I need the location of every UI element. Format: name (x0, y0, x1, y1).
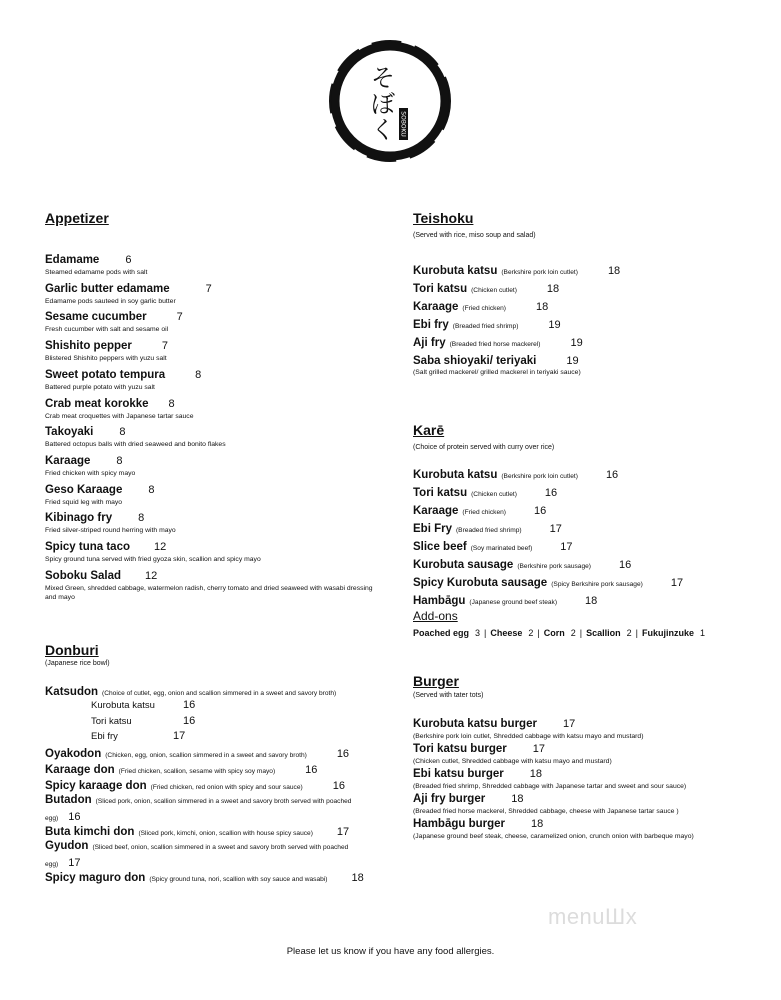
addons-row (413, 628, 705, 638)
teishoku-item (413, 279, 559, 297)
item-desc: Fried silver-striped round herring with mayo (45, 527, 176, 534)
item-price: 17 (670, 577, 684, 589)
item-desc: Edamame pods sauteed in soy garlic butter (45, 298, 176, 305)
addon-price: 2 (626, 628, 632, 638)
item-price: 8 (148, 484, 155, 496)
item-name: Aji fry burger (413, 793, 486, 805)
teishoku-title: Teishoku (413, 210, 474, 226)
kare-item (413, 501, 546, 519)
item-price: 16 (332, 780, 345, 792)
appetizer-item (45, 307, 183, 334)
item-name: Hambāgu (413, 595, 466, 607)
item-price: 16 (534, 505, 547, 517)
item-price: 19 (566, 355, 579, 367)
appetizer-item (45, 566, 375, 602)
item-desc: (Breaded fried shrimp, Shredded cabbage with Japanese tartar and sweet and sour sauce) (413, 783, 687, 790)
item-price: 7 (176, 311, 183, 323)
item-price: 19 (548, 319, 561, 331)
item-name: Soboku Salad (45, 570, 122, 582)
item-price: 17 (549, 523, 562, 535)
item-desc: (Breaded fried horse mackerel) (449, 341, 541, 348)
item-name: Tori katsu burger (413, 743, 507, 755)
addon-price: 2 (570, 628, 576, 638)
item-name: Slice beef (413, 541, 467, 553)
item-name: Butadon (45, 794, 92, 806)
item-price: 17 (68, 857, 81, 869)
item-price: 17 (532, 743, 545, 755)
item-name: Edamame (45, 254, 100, 266)
item-price: 16 (544, 487, 558, 499)
addon-name: Fukujinzuke (642, 628, 695, 638)
teishoku-subtitle: (Served with rice, miso soup and salad) (413, 232, 536, 239)
item-price: 16 (605, 469, 619, 481)
katsudon-option (91, 699, 195, 711)
item-price: 8 (138, 512, 145, 524)
item-price: 17 (562, 718, 576, 730)
item-price: 8 (195, 369, 202, 381)
logo-char-1: そ (371, 64, 395, 92)
item-price: 12 (145, 570, 158, 582)
appetizer-item (45, 451, 135, 478)
kare-title: Karē (413, 422, 445, 438)
kare-subtitle: (Choice of protein served with curry over rice) (413, 444, 555, 451)
kare-item (413, 483, 557, 501)
item-price: 7 (161, 340, 169, 352)
appetizer-item (45, 537, 261, 564)
item-desc: (Fried chicken) (462, 305, 506, 312)
item-name: Kurobuta katsu (413, 265, 498, 277)
restaurant-logo (327, 38, 453, 164)
watermark: menuШx (548, 904, 638, 929)
logo-char-2: ぼ (371, 90, 395, 118)
item-desc: (Berkshire pork sausage) (517, 563, 591, 570)
burger-item (413, 814, 694, 841)
item-name: Shishito pepper (45, 340, 132, 352)
item-name: Oyakodon (45, 748, 102, 760)
allergy-footer: Please let us know if you have any food allergies. (286, 946, 495, 957)
item-name: Spicy maguro don (45, 872, 146, 884)
item-desc: Battered purple potato with yuzu salt (45, 384, 155, 391)
appetizer-item (45, 250, 147, 277)
addon-name: Corn (543, 628, 565, 638)
item-price: 18 (511, 793, 524, 805)
option-price: 16 (183, 715, 196, 727)
donburi-item (45, 838, 375, 872)
logo-sub-text: SOBOKU (399, 111, 407, 137)
item-price: 6 (125, 254, 132, 266)
addon-separator: | (579, 628, 583, 638)
item-name: Ebi katsu burger (413, 768, 504, 780)
item-name: Spicy tuna taco (45, 541, 130, 553)
item-price: 18 (546, 283, 560, 295)
burger-title: Burger (413, 673, 459, 689)
kare-item (413, 537, 573, 555)
item-desc: (Choice of cutlet, egg, onion and scallion simmered in a sweet and savory broth) (102, 690, 337, 697)
appetizer-item (45, 279, 212, 306)
addon-price: 2 (528, 628, 534, 638)
appetizer-title: Appetizer (45, 210, 109, 226)
donburi-title: Donburi (45, 642, 99, 658)
item-desc: (Chicken cutlet) (471, 491, 517, 498)
burger-item (413, 739, 612, 766)
addon-name: Scallion (586, 628, 621, 638)
option-name: Ebi fry (91, 731, 118, 742)
item-name: Karaage (413, 505, 459, 517)
item-desc: Battered octopus balls with dried seaweed and bonito flakes (45, 441, 226, 448)
item-desc: Mixed Green, shredded cabbage, watermelon radish, cherry tomato and dried seaweed with wasabi dressing and mayo (45, 585, 373, 601)
appetizer-item (45, 422, 226, 449)
item-desc: (Sliced beef, onion, scallion simmered in a sweet and savory broth served with poached egg) (45, 844, 349, 868)
item-name: Aji fry (413, 337, 446, 349)
item-desc: (Breaded fried shrimp) (455, 527, 522, 534)
item-desc: (Berkshire pork loin cutlet) (501, 473, 578, 480)
item-name: Karaage (45, 455, 91, 467)
item-price: 17 (336, 826, 350, 838)
item-desc: (Berkshire pork loin cutlet) (501, 269, 578, 276)
addon-separator: | (635, 628, 638, 638)
item-desc: Blistered Shishito peppers with yuzu salt (45, 355, 167, 362)
item-price: 8 (168, 398, 175, 410)
item-name: Spicy karaage don (45, 780, 147, 792)
addon-price: 3 (475, 628, 481, 638)
item-name: Garlic butter edamame (45, 283, 170, 295)
item-desc: (Fried chicken) (462, 509, 506, 516)
donburi-item-katsudon (45, 682, 336, 700)
item-desc: (Chicken cutlet, Shredded cabbage with katsu mayo and mustard) (413, 758, 612, 765)
item-price: 12 (154, 541, 167, 553)
teishoku-item (413, 351, 579, 369)
burger-item (413, 764, 686, 791)
item-price: 8 (119, 426, 126, 438)
addon-separator: | (537, 628, 540, 638)
item-price: 16 (619, 559, 632, 571)
item-desc: Fried chicken with spicy mayo (45, 470, 136, 477)
katsudon-option (91, 730, 185, 742)
item-price: 17 (560, 541, 573, 553)
item-price: 18 (529, 768, 542, 780)
item-desc: Crab meat croquettes with Japanese tartar sauce (45, 413, 194, 420)
donburi-subtitle: (Japanese rice bowl) (45, 660, 110, 667)
item-desc: (Chicken cutlet) (471, 287, 517, 294)
item-name: Ebi Fry (413, 523, 452, 535)
teishoku-item (413, 297, 548, 315)
item-price: 16 (68, 811, 81, 823)
item-name: Geso Karaage (45, 484, 123, 496)
item-desc: (Berkshire pork loin cutlet, Shredded cabbage with katsu mayo and mustard) (413, 733, 644, 740)
item-price: 18 (585, 595, 598, 607)
item-desc: Steamed edamame pods with salt (45, 269, 148, 276)
item-desc: (Sliced pork, kimchi, onion, scallion with house spicy sauce) (138, 830, 313, 837)
kare-item (413, 519, 562, 537)
addons-title: Add-ons (413, 609, 458, 623)
item-price: 18 (531, 818, 544, 830)
burger-item (413, 714, 643, 741)
item-desc: (Fried chicken, red onion with spicy and sour sauce) (150, 784, 303, 791)
item-desc: (Breaded fried shrimp) (452, 323, 519, 330)
item-name: Kibinago fry (45, 512, 113, 524)
item-name: Kurobuta katsu (413, 469, 498, 481)
item-price: 8 (116, 455, 123, 467)
burger-subtitle: (Served with tater tots) (413, 692, 484, 699)
item-name: Crab meat korokke (45, 398, 149, 410)
item-desc: (Spicy Berkshire pork sausage) (551, 581, 643, 588)
item-name: Tori katsu (413, 283, 468, 295)
item-name: Karaage (413, 301, 459, 313)
donburi-item (45, 868, 364, 886)
katsudon-option (91, 715, 195, 727)
item-name: Saba shioyaki/ teriyaki (413, 355, 537, 367)
item-price: 19 (570, 337, 583, 349)
appetizer-item (45, 508, 176, 535)
item-desc: (Sliced pork, onion, scallion simmered in a sweet and savory broth served with poached egg) (45, 798, 352, 822)
item-price: 18 (351, 872, 364, 884)
option-price: 16 (183, 699, 196, 711)
appetizer-item (45, 365, 201, 392)
option-name: Kurobuta katsu (91, 700, 155, 711)
item-price: 18 (536, 301, 549, 313)
option-price: 17 (173, 730, 186, 742)
item-desc: (Japanese ground beef steak, cheese, caramelized onion, crunch onion with barbeque mayo) (413, 833, 694, 840)
item-name: Karaage don (45, 764, 115, 776)
saba-note: (Salt grilled mackerel/ grilled mackerel in teriyaki sauce) (413, 369, 581, 376)
item-desc: Fried squid leg with mayo (45, 499, 123, 506)
item-name: Kurobuta sausage (413, 559, 514, 571)
item-desc: Spicy ground tuna served with fried gyoza skin, scallion and spicy mayo (45, 556, 261, 563)
option-name: Tori katsu (91, 716, 132, 727)
item-desc: (Japanese ground beef steak) (469, 599, 558, 606)
appetizer-item (45, 394, 193, 421)
teishoku-item (413, 261, 620, 279)
teishoku-item (413, 315, 561, 333)
addon-price: 1 (700, 628, 706, 638)
item-name: Buta kimchi don (45, 826, 135, 838)
addon-name: Cheese (490, 628, 523, 638)
kare-item (413, 591, 597, 609)
item-price: 16 (305, 764, 318, 776)
item-desc: (Fried chicken, scallion, sesame with spicy soy mayo) (118, 768, 276, 775)
item-desc: (Soy marinated beef) (470, 545, 533, 552)
teishoku-item (413, 333, 583, 351)
item-price: 18 (607, 265, 621, 277)
kare-item (413, 465, 618, 483)
item-name: Spicy Kurobuta sausage (413, 577, 548, 589)
item-name: Kurobuta katsu burger (413, 718, 537, 730)
appetizer-item (45, 336, 168, 363)
item-desc: Fresh cucumber with salt and sesame oil (45, 326, 169, 333)
item-name: Ebi fry (413, 319, 449, 331)
item-desc: (Breaded fried horse mackerel, Shredded cabbage, cheese with Japanese tartar sauce ) (413, 808, 679, 815)
logo-char-3: く (371, 116, 395, 144)
item-price: 7 (205, 283, 212, 295)
item-price: 16 (336, 748, 350, 760)
appetizer-item (45, 480, 154, 507)
item-name: Katsudon (45, 686, 99, 698)
item-name: Sweet potato tempura (45, 369, 166, 381)
item-name: Sesame cucumber (45, 311, 147, 323)
kare-item (413, 573, 683, 591)
donburi-item (45, 792, 375, 826)
item-name: Tori katsu (413, 487, 468, 499)
kare-item (413, 555, 631, 573)
addon-name: Poached egg (413, 628, 470, 638)
item-desc: (Spicy ground tuna, nori, scallion with soy sauce and wasabi) (149, 876, 328, 883)
item-name: Gyudon (45, 840, 89, 852)
item-name: Hambāgu burger (413, 818, 506, 830)
burger-item (413, 789, 679, 816)
addon-separator: | (484, 628, 487, 638)
logo-ink-circle (327, 38, 453, 164)
item-desc: (Chicken, egg, onion, scallion simmered in a sweet and savory broth) (105, 752, 307, 759)
item-name: Takoyaki (45, 426, 94, 438)
